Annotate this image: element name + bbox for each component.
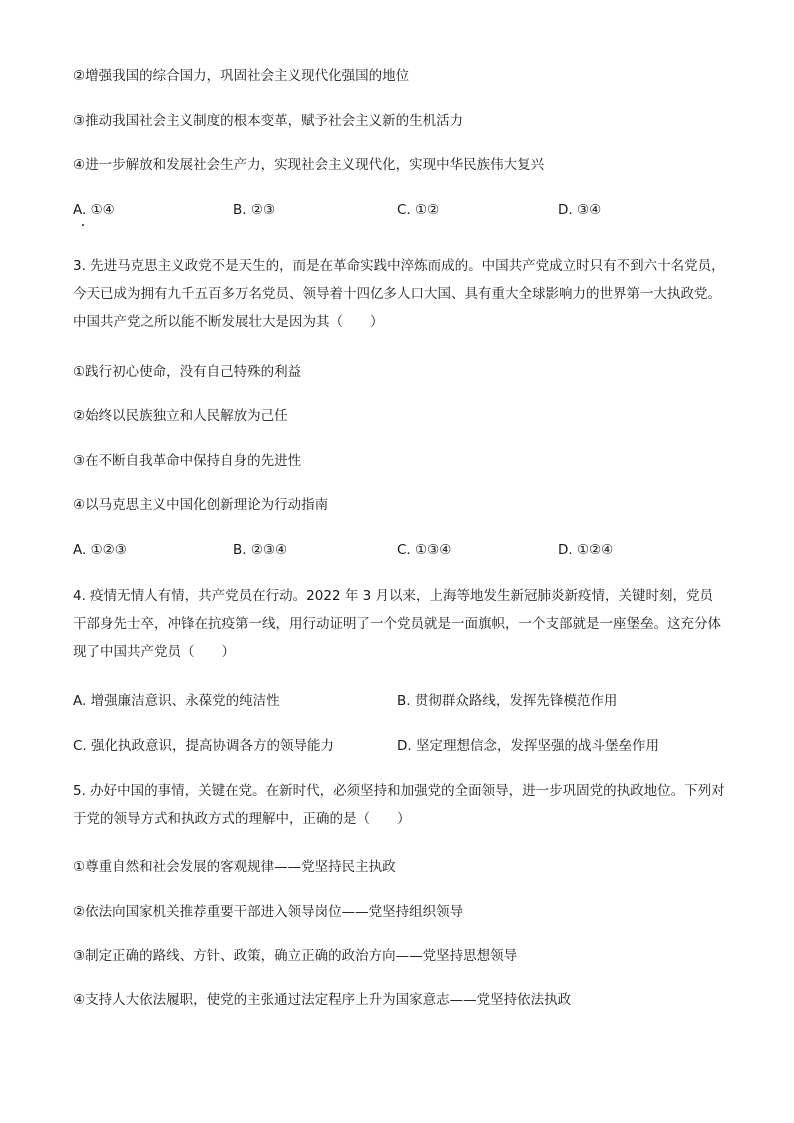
q2-item-4: ④进一步解放和发展社会生产力，实现社会主义现代化，实现中华民族伟大复兴 bbox=[73, 157, 545, 173]
q5-item-4: ④支持人大依法履职，使党的主张通过法定程序上升为国家意志——党坚持依法执政 bbox=[73, 992, 572, 1008]
q3-option-d: D. ①②④ bbox=[558, 542, 614, 558]
q3-item-4: ④以马克思主义中国化创新理论为行动指南 bbox=[73, 497, 329, 513]
q2-option-d: D. ③④ bbox=[558, 202, 602, 218]
q2-item-2: ②增强我国的综合国力，巩固社会主义现代化强国的地位 bbox=[73, 68, 410, 84]
q4-option-c: C. 强化执政意识，提高协调各方的领导能力 bbox=[73, 738, 335, 754]
q3-item-2: ②始终以民族独立和人民解放为己任 bbox=[73, 408, 288, 424]
q5-item-1: ①尊重自然和社会发展的客观规律——党坚持民主执政 bbox=[73, 859, 396, 875]
q3-option-a: A. ①②③ bbox=[73, 542, 127, 558]
q4-option-b: B. 贯彻群众路线，发挥先锋模范作用 bbox=[397, 693, 618, 709]
q3-option-c: C. ①③④ bbox=[397, 542, 452, 558]
q4-option-d: D. 坚定理想信念，发挥坚强的战斗堡垒作用 bbox=[397, 738, 659, 754]
q4-stem: 4. 疫情无情人有情，共产党员在行动。2022 年 3 月以来，上海等地发生新冠肺炎新疫情，关键时刻，党员干部身先士卒，冲锋在抗疫第一线，用行动证明了一个党员就是一面旗帜，一个支部就是一座堡垒。这充分体现了中国共产党员（ ） bbox=[73, 588, 721, 660]
q3-item-3: ③在不断自我革命中保持自身的先进性 bbox=[73, 453, 302, 469]
q2-option-c: C. ①② bbox=[397, 202, 440, 218]
stray-mark bbox=[82, 224, 84, 226]
q5-stem: 5. 办好中国的事情，关键在党。在新时代，必须坚持和加强党的全面领导，进一步巩固党的执政地位。下列对于党的领导方式和执政方式的理解中，正确的是（ ） bbox=[73, 783, 725, 827]
q3-stem: 3. 先进马克思主义政党不是天生的，而是在革命实践中淬炼而成的。中国共产党成立时只有不到六十名党员，今天已成为拥有九千五百多万名党员、领导着十四亿多人口大国、具有重大全球影响力的世界第一大执政党。中国共产党之所以能不断发展壮大是因为其（ ） bbox=[73, 258, 725, 330]
q3-option-b: B. ②③④ bbox=[233, 542, 288, 558]
q3-item-1: ①践行初心使命，没有自己特殊的利益 bbox=[73, 364, 302, 380]
q4-option-a: A. 增强廉洁意识、永葆党的纯洁性 bbox=[73, 693, 280, 709]
q5-item-2: ②依法向国家机关推荐重要干部进入领导岗位——党坚持组织领导 bbox=[73, 904, 464, 920]
q5-item-3: ③制定正确的路线、方针、政策，确立正确的政治方向——党坚持思想领导 bbox=[73, 948, 518, 964]
q2-item-3: ③推动我国社会主义制度的根本变革，赋予社会主义新的生机活力 bbox=[73, 113, 464, 129]
q2-option-b: B. ②③ bbox=[233, 202, 276, 218]
q2-option-a: A. ①④ bbox=[73, 202, 115, 218]
